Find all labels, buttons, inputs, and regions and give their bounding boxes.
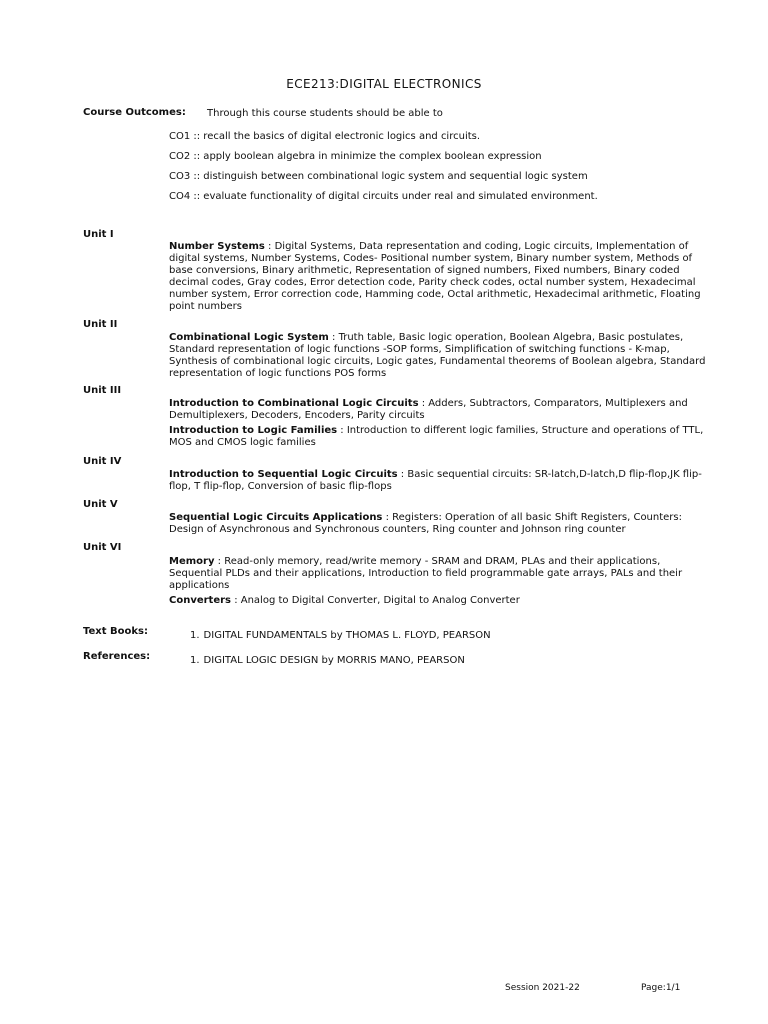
unit-topic	[169, 241, 707, 313]
unit-topic	[169, 595, 707, 607]
course-outcome-item: CO4 :: evaluate functionality of digital circuits under real and simulated environment.	[169, 191, 598, 202]
session-label: Session 2021-22	[505, 983, 580, 993]
course-outcome-item: CO3 :: distinguish between combinational logic system and sequential logic system	[169, 171, 588, 182]
topic-title: Number Systems	[169, 241, 265, 252]
topic-title: Introduction to Sequential Logic Circuits	[169, 469, 398, 480]
page-number: Page:1/1	[641, 983, 681, 993]
course-outcomes-list	[169, 131, 598, 211]
text-books-label: Text Books:	[83, 626, 148, 637]
topic-text: : Digital Systems, Data representation and coding, Logic circuits, Implementation of digital systems, Number Systems, Codes- Positional number system, Binary number system, Methods of base conversions, Binary arithmetic, Representation of signed numbers, Fixed numbers, Binary coded decimal codes, Gray codes, Error detection code, Parity check codes, octal number system, Hexadecimal number system, Error correction code, Hamming code, Octal arithmetic, Hexadecimal arithmetic, Floating point numbers	[169, 241, 701, 312]
unit-label: Unit II	[83, 319, 118, 330]
reference-title: DIGITAL LOGIC DESIGN by MORRIS MANO, PEARSON	[203, 655, 465, 666]
unit-topic	[169, 398, 707, 422]
unit-topic	[169, 425, 707, 449]
course-outcome-item: CO2 :: apply boolean algebra in minimize the complex boolean expression	[169, 151, 542, 162]
topic-title: Sequential Logic Circuits Applications	[169, 512, 383, 523]
unit-label: Unit V	[83, 499, 118, 510]
topic-text: : Truth table, Basic logic operation, Boolean Algebra, Basic postulates, Standard representation of logic functions -SOP forms, Simplification of switching functions - K-map, Synthesis of combinational logic circuits, Logic gates, Fundamental theorems of Boolean algebra, Standard representation of logic functions POS forms	[169, 332, 706, 379]
reference-item	[190, 655, 465, 667]
topic-title: Introduction to Logic Families	[169, 425, 338, 436]
unit-body	[169, 398, 707, 452]
topic-title: Combinational Logic System	[169, 332, 329, 343]
list-number: 1.	[190, 630, 200, 641]
course-outcomes-label: Course Outcomes:	[83, 107, 186, 118]
topic-text: : Introduction to different logic families, Structure and operations of TTL, MOS and CMOS logic families	[169, 425, 704, 448]
topic-title: Introduction to Combinational Logic Circuits	[169, 398, 419, 409]
unit-body	[169, 556, 707, 610]
topic-text: : Basic sequential circuits: SR-latch,D-latch,D flip-flop,JK flip- flop, T flip-flop, Conversion of basic flip-flops	[169, 469, 702, 492]
unit-topic	[169, 469, 707, 493]
course-outcomes-intro: Through this course students should be able to	[207, 108, 443, 119]
topic-title: Memory	[169, 556, 215, 567]
topic-text: : Adders, Subtractors, Comparators, Multiplexers and Demultiplexers, Decoders, Encoders, Parity circuits	[169, 398, 688, 421]
topic-text: : Read-only memory, read/write memory - SRAM and DRAM, PLAs and their applications, Sequential PLDs and their applications, Introduction to field programmable gate arrays, PALs and their applications	[169, 556, 683, 591]
unit-topic	[169, 556, 707, 592]
unit-label: Unit I	[83, 229, 114, 240]
list-number: 1.	[190, 655, 200, 666]
references-label: References:	[83, 651, 151, 662]
unit-label: Unit III	[83, 385, 122, 396]
topic-title: Converters	[169, 595, 232, 606]
unit-body	[169, 469, 707, 496]
topic-text: : Analog to Digital Converter, Digital to Analog Converter	[231, 595, 520, 606]
topic-text: : Registers: Operation of all basic Shift Registers, Counters: Design of Asynchronous and Synchronous counters, Ring counter and Johnson ring counter	[169, 512, 682, 535]
text-book-item	[190, 630, 491, 642]
unit-label: Unit IV	[83, 456, 122, 467]
unit-body	[169, 512, 707, 539]
unit-body	[169, 332, 707, 383]
text-book-title: DIGITAL FUNDAMENTALS by THOMAS L. FLOYD, PEARSON	[203, 630, 491, 641]
unit-topic	[169, 332, 707, 380]
page-title: ECE213:DIGITAL ELECTRONICS	[286, 77, 482, 91]
unit-topic	[169, 512, 707, 536]
unit-body	[169, 241, 707, 316]
unit-label: Unit VI	[83, 542, 122, 553]
course-outcome-item: CO1 :: recall the basics of digital electronic logics and circuits.	[169, 131, 481, 142]
